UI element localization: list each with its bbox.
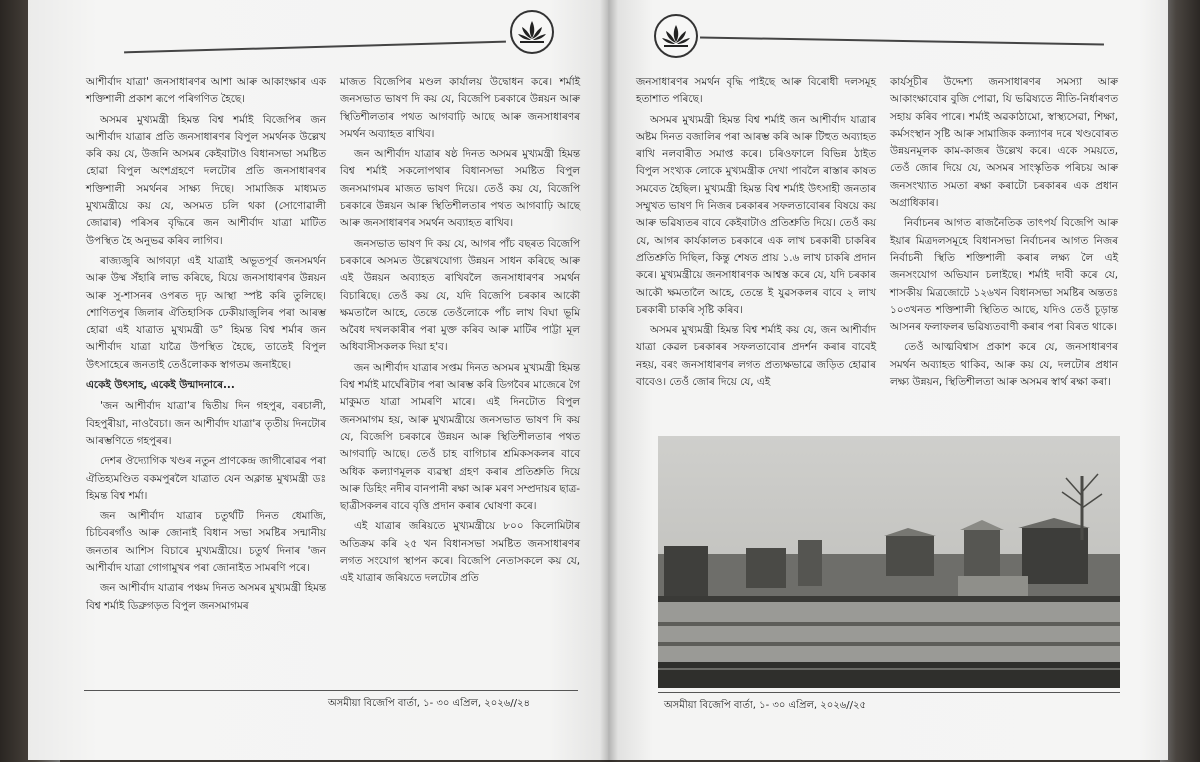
party-logo-icon: [510, 10, 554, 54]
paragraph: জনসাধাৰণৰ সমৰ্থন বৃদ্ধি পাইছে আৰু বিৰোধী দলসমূহ হতাশাত পৰিছে।: [636, 76, 876, 106]
paragraph: জনসভাত ভাষণ দি কয় যে, আগৰ পাঁচ বছৰত বিজেপি চৰকাৰে অসমত উল্লেখযোগ্য উন্নয়ন সাধন কৰিছে আৰু এই উন্নয়ন অব্যাহত ৰাখিবলৈ জনসাধাৰণৰ সমৰ্থন বিচাৰিছে। তেওঁ কয় যে, যদি বিজেপি চৰকাৰ আকৌ ক্ষমতালৈ আহে, তেন্তে তেওঁলোকে পাঁচ লাখ বিঘা ভূমি অবৈধ দখলকাৰীৰ পৰা মুক্ত কৰিব আৰু মাটিৰ পাট্টা মূল অধিবাসীসকলক দিয়া হ'ব।: [340, 237, 580, 354]
paragraph: এই যাত্ৰাৰ জৰিয়তে মুখ্যমন্ত্ৰীয়ে ৮০০ কিলোমিটাৰ অতিক্ৰম কৰি ২৫ খন বিধানসভা সমষ্টিত জনসাধাৰণৰ লগত সংযোগ স্থাপন কৰে। বিজেপি নেতাসকলে কয় যে, এই যাত্ৰাৰ জৰিয়তে দলটোৰ প্ৰতি: [340, 520, 580, 585]
footer-rule: [658, 692, 1120, 693]
right-page: [608, 0, 1168, 760]
paragraph: তেওঁ আত্মবিশ্বাস প্ৰকাশ কৰে যে, জনসাধাৰণৰ সমৰ্থন অব্যাহত থাকিব, আৰু কয় যে, দলটোৰ প্ৰধান লক্ষ্য উন্নয়ন, স্থিতিশীলতা আৰু অসমৰ স্বাৰ্থ ৰক্ষা কৰা।: [890, 341, 1118, 389]
right-column-1: [636, 74, 876, 394]
party-logo-icon: [654, 14, 698, 58]
paragraph: জন আশীৰ্বাদ যাত্ৰাৰ ষষ্ঠ দিনত অসমৰ মুখ্যমন্ত্ৰী হিমন্ত বিশ্ব শৰ্মাই সকলোপথাৰ বিধানসভা সমষ্টিত বিপুল জনসমাগমৰ মাজত ভাষণ দিয়ে। তেওঁ কয় যে, বিজেপি চৰকাৰে উন্নয়ন আৰু স্থিতিশীলতাৰ পথত আগবাঢ়ি আছে আৰু জনসাধাৰণৰ সমৰ্থন অব্যাহত ৰাখিব।: [340, 148, 580, 230]
left-page: [28, 0, 609, 760]
paragraph: জন আশীৰ্বাদ যাত্ৰাৰ চতুৰ্থটি দিনত ধেমাজি, চিচিবৰগাঁও আৰু জোনাই বিধান সভা সমষ্টিৰ সন্মানীয় জনতাৰ আশিস বিচাৰে মুখ্যমন্ত্ৰীয়ে। চতুৰ্থ দিনাৰ 'জন আশীৰ্বাদ যাত্ৰা গোগামুখৰ পৰা জোনাইত সামৰণি পৰে।: [86, 510, 326, 575]
header-rule: [700, 36, 1104, 45]
left-column-1: [86, 74, 326, 618]
footer-rule: [84, 690, 578, 691]
paragraph: অসমৰ মুখ্যমন্ত্ৰী হিমন্ত বিশ্ব শৰ্মাই জন আশীৰ্বাদ যাত্ৰাৰ অষ্টম দিনত বজালিৰ পৰা আৰম্ভ কৰি আৰু টিহুত অব্যাহত ৰাখি নলবাৰীত সমাপ্ত কৰে। চৰিওফালে বিভিন্ন ঠাইত বিপুল সংখ্যক লোকে মুখ্যমন্ত্ৰীক দেখা পাবলৈ ৰাস্তাৰ কাষত সমবেত হৈছিল। মুখ্যমন্ত্ৰী হিমন্ত বিশ্ব শৰ্মাই উৎসাহী জনতাৰ সম্মুখত ভাষণ দি নিজৰ চৰকাৰৰ সফলতাবোৰৰ বিষয়ে কয় আৰু ভৱিষ্যতৰ বাবে কেইবাটাও প্ৰতিশ্ৰুতি দিয়ে। তেওঁ কয় যে, আগৰ কাৰ্যকালত চৰকাৰে এক লাখ চৰকাৰী চাকৰিৰ প্ৰতিশ্ৰুতি দিছিল, কিন্তু শেষত প্ৰায় ১.৬ লাখ চাকৰি প্ৰদান কৰে। মুখ্যমন্ত্ৰীয়ে জনসাধাৰণক আশ্বস্ত কৰে যে, যদি চৰকাৰ আকৌ ক্ষমতালৈ আহে, তেন্তে ই যুৱসকলৰ বাবে ২ লাখ চৰকাৰী চাকৰি সৃষ্টি কৰিব।: [636, 113, 876, 316]
paragraph: আশীৰ্বাদ যাত্ৰা' জনসাধাৰণৰ আশা আৰু আকাংক্ষাৰ এক শক্তিশালী প্ৰকাশ ৰূপে পৰিগণিত হৈছে।: [86, 76, 326, 106]
paragraph: কাৰ্যসূচীৰ উদ্দেশ্য জনসাধাৰণৰ সমস্যা আৰু আকাংক্ষাবোৰ বুজি পোৱা, যি ভৱিষ্যতে নীতি-নিৰ্ধাৰণত সহায় কৰিব পাৰে। শৰ্মাই অৱকাঠামো, স্বাস্থ্যসেৱা, শিক্ষা, কৰ্মসংস্থান সৃষ্টি আৰু সামাজিক কল্যাণৰ দৰে খণ্ডবোৰত উন্নয়নমূলক কাম-কাজৰ উল্লেখ কৰে। একে সময়তে, তেওঁ জোৰ দিয়ে যে, অসমৰ সাংস্কৃতিক পৰিচয় আৰু জনসংখ্যাত সমতা ৰক্ষা কৰাটো চৰকাৰৰ এক প্ৰধান অগ্ৰাধিকাৰ।: [890, 76, 1118, 210]
village-huts-photo: [658, 436, 1120, 688]
page-footer: অসমীয়া বিজেপি বাৰ্তা, ১- ৩০ এপ্ৰিল, ২০২৬//২৫: [664, 700, 867, 711]
paragraph: ৰাজ্যজুৰি আগবঢ়া এই যাত্ৰাই অভূতপূৰ্ব জনসমৰ্থন আৰু উষ্ম সঁহাৰি লাভ কৰিছে, যিয়ে জনসাধাৰণৰ উন্নয়ন আৰু সু-শাসনৰ ওপৰত দৃঢ় আস্থা স্পষ্ট কৰি তুলিছে। শোণিতপুৰ জিলাৰ ঐতিহাসিক ঢেকীয়াজুলিৰ পৰা আৰম্ভ হোৱা এই যাত্ৰাত মুখ্যমন্ত্ৰী ড° হিমন্ত বিশ্ব শৰ্মাৰ জন আশীৰ্বাদ যাত্ৰা যাত্ৰৈ উপস্থিত হৈছে, তাতেই বিপুল উৎসাহেৰে জনতাই তেওঁলোকক স্বাগতম জনাইছে।: [86, 254, 326, 371]
header-rule: [124, 41, 506, 53]
paragraph: মাজত বিজেপিৰ মণ্ডল কাৰ্যালয় উদ্বোধন কৰে। শৰ্মাই জনসভাত ভাষণ দি কয় যে, বিজেপি চৰকাৰে উন্নয়ন আৰু স্থিতিশীলতাৰ পথত আগবাঢ়ি আছে আৰু জনসাধাৰণৰ সমৰ্থন অব্যাহত ৰাখিব।: [340, 76, 580, 140]
book-spine-shadow: [600, 0, 618, 762]
section-heading: একেই উৎসাহ, একেই উন্মাদনাৰে...: [86, 379, 235, 392]
paragraph: অসমৰ মুখ্যমন্ত্ৰী হিমন্ত বিশ্ব শৰ্মাই বিজেপিৰ জন আশীৰ্বাদ যাত্ৰাৰ প্ৰতি জনসাধাৰণৰ বিপুল সমৰ্থনক উল্লেখ কৰি কয় যে, উজনি অসমৰ কেইবাটাও বিধানসভা সমষ্টিত হোৱা বিপুল অংশগ্ৰহণে দলটোৰ প্ৰতি জনসাধাৰণৰ শক্তিশালী সমৰ্থনৰ সাক্ষ্য দিছে। সামাজিক মাধ্যমত মুখ্যমন্ত্ৰীয়ে কয় যে, অসমত চলি থকা (সোণোৱালী জোৱাৰ) পৰিসৰ বৃদ্ধিৰে জন আশীৰ্বাদ যাত্ৰা মাটিত উপস্থিত হৈ অনুভৱ কৰিব লাগিব।: [86, 113, 326, 247]
paragraph: নিৰ্বাচনৰ আগত ৰাজনৈতিক তাৎপৰ্য বিজেপি আৰু ইয়াৰ মিত্ৰদলসমূহে বিধানসভা নিৰ্বাচনৰ আগত নিজৰ নিৰ্বাচনী স্থিতি শক্তিশালী কৰাৰ লক্ষ্য লৈ এই জনসংযোগ অভিযান চলাইছে। শৰ্মাই দাবী কৰে যে, শাসকীয় মিত্ৰজোটে ১২৬খন বিধানসভা সমষ্টিৰ অন্ততঃ ১০৩খনত শক্তিশালী স্থিতিত আছে, যদিও তেওঁ চূড়ান্ত আসনৰ ফলাফলৰ ভৱিষ্যতবাণী কৰাৰ পৰা বিৰত থাকে।: [890, 217, 1118, 334]
right-column-2: [890, 74, 1118, 394]
paragraph: জন আশীৰ্বাদ যাত্ৰাৰ পঞ্চম দিনত অসমৰ মুখ্যমন্ত্ৰী হিমন্ত বিশ্ব শৰ্মাই ডিব্ৰুগড়ত বিপুল জনসমাগমৰ: [86, 582, 326, 612]
paragraph: দেশৰ ঔদ্যোগিক খণ্ডৰ নতুন প্ৰাণকেন্দ্ৰ জাগীৰোৱৰ পৰা ঐতিহ্যমণ্ডিত বকমপুৰলৈ যাত্ৰাত যেন অক্লান্ত মুখ্যমন্ত্ৰী ডঃ হিমন্ত বিশ্ব শৰ্মা।: [86, 455, 326, 502]
left-column-2: [340, 74, 580, 591]
page-footer: অসমীয়া বিজেপি বাৰ্তা, ১- ৩০ এপ্ৰিল, ২০২৬//২৪: [328, 698, 531, 709]
paragraph: জন আশীৰ্বাদ যাত্ৰাৰ সপ্তম দিনত অসমৰ মুখ্যমন্ত্ৰী হিমন্ত বিশ্ব শৰ্মাই মাৰ্ঘেৰিটাৰ পৰা আৰম্ভ কৰি ডিগবৈৰ মাজেৰে গৈ মাকুমত যাত্ৰা সামৰণি মাৰে। এই দিনটোত বিপুল জনসমাগম হয়, আৰু মুখ্যমন্ত্ৰীয়ে জনসভাত ভাষণ দি কয় যে, বিজেপি চৰকাৰে উন্নয়ন আৰু স্থিতিশীলতাৰ পথত আগবাঢ়ি আছে। তেওঁ চাহ বাগিচাৰ শ্ৰমিকসকলৰ বাবে অধিক কল্যাণমূলক ব্যৱস্থা গ্ৰহণ কৰাৰ প্ৰতিশ্ৰুতি দিয়ে আৰু ডিহিং নদীৰ বানপানী ৰক্ষা আৰু মৰণ সম্প্ৰদায়ৰ ছাত্ৰ-ছাত্ৰীসকলৰ বাবে বৃত্তি প্ৰদান কৰাৰ ঘোষণা কৰে।: [340, 361, 580, 513]
paragraph: অসমৰ মুখ্যমন্ত্ৰী হিমন্ত বিশ্ব শৰ্মাই কয় যে, জন আশীৰ্বাদ যাত্ৰা কেৱল চৰকাৰৰ সফলতাবোৰ প্ৰদৰ্শন কৰাৰ বাবেই নহয়, বৰং জনসাধাৰণৰ লগত প্ৰত্যক্ষভাৱে জড়িত হোৱাৰ বাবেও। তেওঁ জোৰ দিয়ে যে, এই: [636, 324, 876, 389]
paragraph: 'জন আশীৰ্বাদ যাত্ৰা'ৰ দ্বিতীয় দিন গহপুৰ, বৰচালী, বিহপুৰীয়া, নাওবৈচা। জন আশীৰ্বাদ যাত্ৰা'ৰ তৃতীয় দিনটোৰ আৰম্ভণিতে গহপুৰৰ।: [86, 400, 326, 447]
